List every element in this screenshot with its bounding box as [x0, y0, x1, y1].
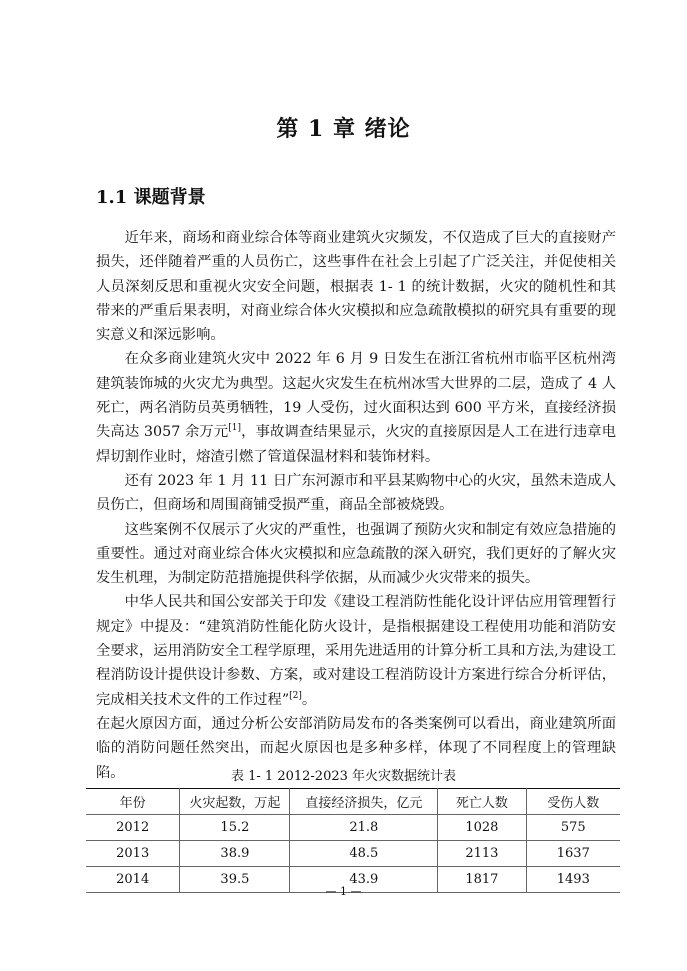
- table-cell: 21.8: [290, 815, 438, 841]
- table-cell: 43.9: [290, 867, 438, 893]
- citation-ref: [2]: [289, 690, 302, 701]
- paragraph: 这些案例不仅展示了火灾的严重性，也强调了预防火灾和制定有效应急措施的重要性。通过对商业综合体火灾模拟和应急疏散的深入研究，我们更好的了解火灾发生机理，为制定防范措施提供科学依据，从而减少火灾带来的损失。: [96, 521, 616, 587]
- paragraph-text: 在众多商业建筑火灾中 2022 年 6 月 9 日发生在浙江省杭州市临平区杭州湾建筑装饰城的火灾尤为典型。这起火灾发生在杭州冰雪大世界的二层，造成了 4 人死亡，两名消防员英勇牺牲，19 人受伤，过火面积达到 600 平方米，直接经济损失高达 3057 余万元: [96, 351, 616, 441]
- paragraph-text: 。: [301, 691, 317, 708]
- table-cell: 15.2: [180, 815, 290, 841]
- table-cell: 1817: [438, 867, 526, 893]
- chapter-title: 第 1 章 绪论: [276, 116, 411, 142]
- paragraph: 在起火原因方面，通过分析公安部消防局发布的各类案例可以看出，商业建筑所面临的消防问题任然突出，而起火原因也是多种多样，体现了不同程度上的管理缺陷。: [96, 715, 616, 781]
- column-header: 死亡人数: [438, 789, 526, 815]
- table-cell: 2014: [86, 867, 180, 893]
- paragraph: [96, 347, 616, 468]
- section-title: 1.1 课题背景: [96, 187, 206, 208]
- table-row: [86, 841, 620, 867]
- page-number: — 1 —: [325, 885, 362, 898]
- table-cell: 48.5: [290, 841, 438, 867]
- table-row: [86, 815, 620, 841]
- table-header-row: [86, 789, 620, 815]
- column-header: 直接经济损失，亿元: [290, 789, 438, 815]
- table-cell: 2012: [86, 815, 180, 841]
- citation-ref: [1]: [228, 423, 242, 434]
- paragraph: 近年来，商场和商业综合体等商业建筑火灾频发，不仅造成了巨大的直接财产损失，还伴随着严重的人员伤亡，这些事件在社会上引起了广泛关注，并促使相关人员深刻反思和重视火灾安全问题，根据表 1- 1 的统计数据，火灾的随机性和其带来的严重后果表明，对商业综合体火灾模拟和应急疏散模拟的研究具有重要的现实意义和深远影响。: [96, 230, 616, 344]
- column-header: 年份: [86, 789, 180, 815]
- paragraph: 还有 2023 年 1 月 11 日广东河源市和平县某购物中心的火灾，虽然未造成人员伤亡，但商场和周围商铺受损严重，商品全部被烧毁。: [96, 472, 616, 514]
- paragraph-text: ，事故调查结果显示，火灾的直接原因是人工在进行违章电焊切割作业时，熔渣引燃了管道保温材料和装饰材料。: [96, 424, 616, 465]
- column-header: 受伤人数: [526, 789, 620, 815]
- table-cell: 2013: [86, 841, 180, 867]
- table-cell: 2113: [438, 841, 526, 867]
- table-cell: 1493: [526, 867, 620, 893]
- table-caption: 表 1- 1 2012-2023 年火灾数据统计表: [230, 769, 457, 784]
- table-cell: 38.9: [180, 841, 290, 867]
- table-cell: 575: [526, 815, 620, 841]
- paragraph-text: 中华人民共和国公安部关于印发《建设工程消防性能化设计评估应用管理暂行规定》中提及：“建筑消防性能化防火设计，是指根据建设工程使用功能和消防安全要求，运用消防安全工程学原理，采用先进适用的计算分析工具和方法,为建设工程消防设计提供设计参数、方案，或对建设工程消防设计方案进行综合分析评估，完成相关技术文件的工作过程”: [96, 594, 616, 708]
- column-header: 火灾起数，万起: [180, 789, 290, 815]
- table-cell: 1637: [526, 841, 620, 867]
- paragraph: [96, 590, 616, 711]
- fire-statistics-table: [86, 788, 620, 893]
- body-text: [96, 226, 616, 785]
- table-cell: 1028: [438, 815, 526, 841]
- table-cell: 39.5: [180, 867, 290, 893]
